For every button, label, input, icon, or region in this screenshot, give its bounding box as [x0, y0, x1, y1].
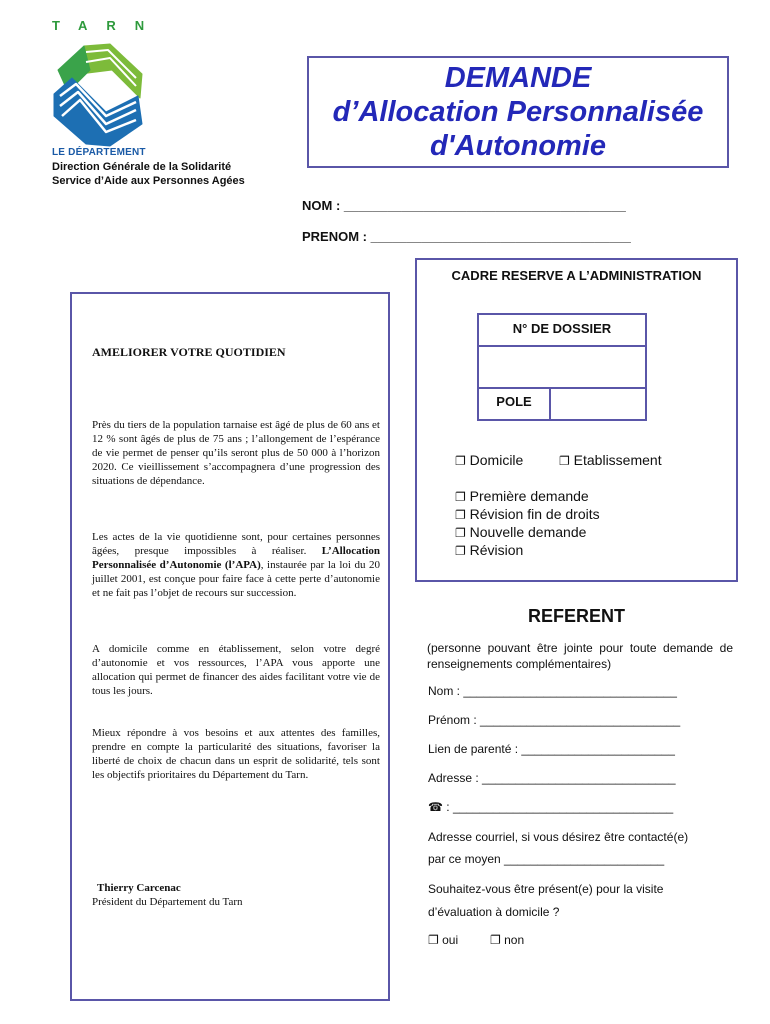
option-etablissement[interactable]	[559, 451, 662, 470]
letter-paragraph-4: Mieux répondre à vos besoins et aux attentes des familles, prendre en compte la particularité des situations, favoriser la liberté de choix de chacun dans un esprit de solidarité, tels sont les objectifs prioritaires du Département du Tarn.	[92, 727, 380, 781]
referent-intro: (personne pouvant être jointe pour toute demande de renseignements complémentaires)	[427, 641, 733, 671]
option-revision[interactable]	[455, 541, 523, 560]
option-nouvelle-demande[interactable]	[455, 523, 586, 542]
checkbox-icon: ❐	[455, 454, 466, 468]
referent-courriel-label: Adresse courriel, si vous désirez être contacté(e)	[428, 830, 689, 844]
checkbox-icon: ❐	[455, 508, 466, 522]
checkbox-icon: ❐	[559, 454, 570, 468]
pole-field[interactable]	[551, 389, 645, 419]
department-label: LE DÉPARTEMENT	[52, 147, 146, 158]
option-revision-fin-droits[interactable]	[455, 505, 600, 524]
option-label: Nouvelle demande	[469, 524, 587, 540]
signature-title: Président du Département du Tarn	[92, 896, 243, 908]
option-label: Première demande	[469, 488, 589, 504]
service-block	[52, 160, 245, 188]
phone-icon: ☎	[428, 800, 443, 814]
form-title-line-3: d'Autonomie	[429, 130, 607, 162]
letter-box	[70, 292, 390, 1001]
checkbox-icon: ❐	[455, 526, 466, 540]
checkbox-icon: ❐	[428, 933, 439, 947]
option-label: Révision fin de droits	[469, 506, 600, 522]
dossier-number-field[interactable]	[479, 347, 645, 389]
service-line-1: Direction Générale de la Solidarité	[52, 161, 232, 173]
checkbox-icon: ❐	[455, 544, 466, 558]
non-label: non	[504, 933, 525, 947]
nom-field[interactable]: NOM : _______________________________________	[302, 198, 626, 213]
admin-reserved-box	[415, 258, 738, 582]
referent-nom-field[interactable]: Nom : ________________________________	[428, 684, 677, 698]
checkbox-icon: ❐	[455, 490, 466, 504]
pole-label: POLE	[479, 389, 551, 419]
form-title-box	[307, 56, 729, 168]
letter-paragraph-1: Près du tiers de la population tarnaise est âgé de plus de 60 ans et 12 % sont âgés de plus de 75 ans ; l’allongement de l’espérance de vie permet de penser qu’ils seront plus de 50 000 à l’horizon 2020. Ce vieillissement s’accompagnera d’une progression des situations de dépendance.	[92, 419, 380, 487]
letter-paragraph-2-end: , instaurée par la loi du 20 juillet 2001, est conçue pour faire face à cette perte d’autonomie et ne fait pas l’objet de recours sur succession.	[92, 559, 380, 599]
oui-label: oui	[442, 933, 459, 947]
visite-non-option[interactable]	[490, 933, 524, 947]
visite-oui-option[interactable]	[428, 933, 458, 947]
letter-heading: AMELIORER VOTRE QUOTIDIEN	[92, 345, 286, 359]
option-premiere-demande[interactable]	[455, 487, 589, 506]
visite-question-line-1: Souhaitez-vous être présent(e) pour la visite	[428, 882, 664, 896]
referent-adresse-field[interactable]: Adresse : _____________________________	[428, 771, 676, 785]
option-label: Etablissement	[573, 452, 662, 468]
option-label: Domicile	[469, 452, 524, 468]
letter-paragraph-3: A domicile comme en établissement, selon votre degré d’autonomie et vos ressources, l’APA vous apporte une allocation qui permet de financer des aides facilitant votre vie de tous les jours.	[92, 643, 380, 697]
letter-paragraph-2-bold: L’Allocation Personnalisée d’Autonomie (l’APA)	[92, 545, 380, 571]
referent-phone-field[interactable]	[428, 800, 673, 814]
admin-box-title: CADRE RESERVE A L’ADMINISTRATION	[451, 268, 702, 283]
letter-paragraph-2-start: Les actes de la vie quotidienne sont, pour certaines personnes âgées, presque impossibles à réaliser.	[92, 531, 380, 557]
referent-prenom-field[interactable]: Prénom : ______________________________	[428, 713, 681, 727]
visite-question-line-2: d’évaluation à domicile ?	[428, 905, 560, 919]
referent-lien-field[interactable]: Lien de parenté : _______________________	[428, 742, 675, 756]
referent-courriel-field[interactable]: par ce moyen ________________________	[428, 852, 665, 866]
referent-phone-line: : _________________________________	[442, 800, 674, 814]
form-title-line-2: d’Allocation Personnalisée	[332, 96, 704, 128]
option-label: Révision	[469, 542, 524, 558]
dossier-grid	[477, 313, 647, 421]
form-title-line-1: DEMANDE	[444, 62, 592, 94]
department-logo	[50, 40, 146, 152]
signature-name: Thierry Carcenac	[97, 882, 181, 894]
prenom-field[interactable]: PRENOM : ____________________________________	[302, 229, 631, 244]
service-line-2: Service d’Aide aux Personnes Agées	[52, 175, 245, 187]
referent-title: REFERENT	[528, 606, 626, 626]
option-domicile[interactable]	[455, 451, 523, 470]
tarn-wordmark: TARN	[52, 18, 164, 33]
checkbox-icon: ❐	[490, 933, 501, 947]
dossier-number-label: N° DE DOSSIER	[479, 315, 645, 347]
letter-paragraph-2	[92, 530, 380, 600]
